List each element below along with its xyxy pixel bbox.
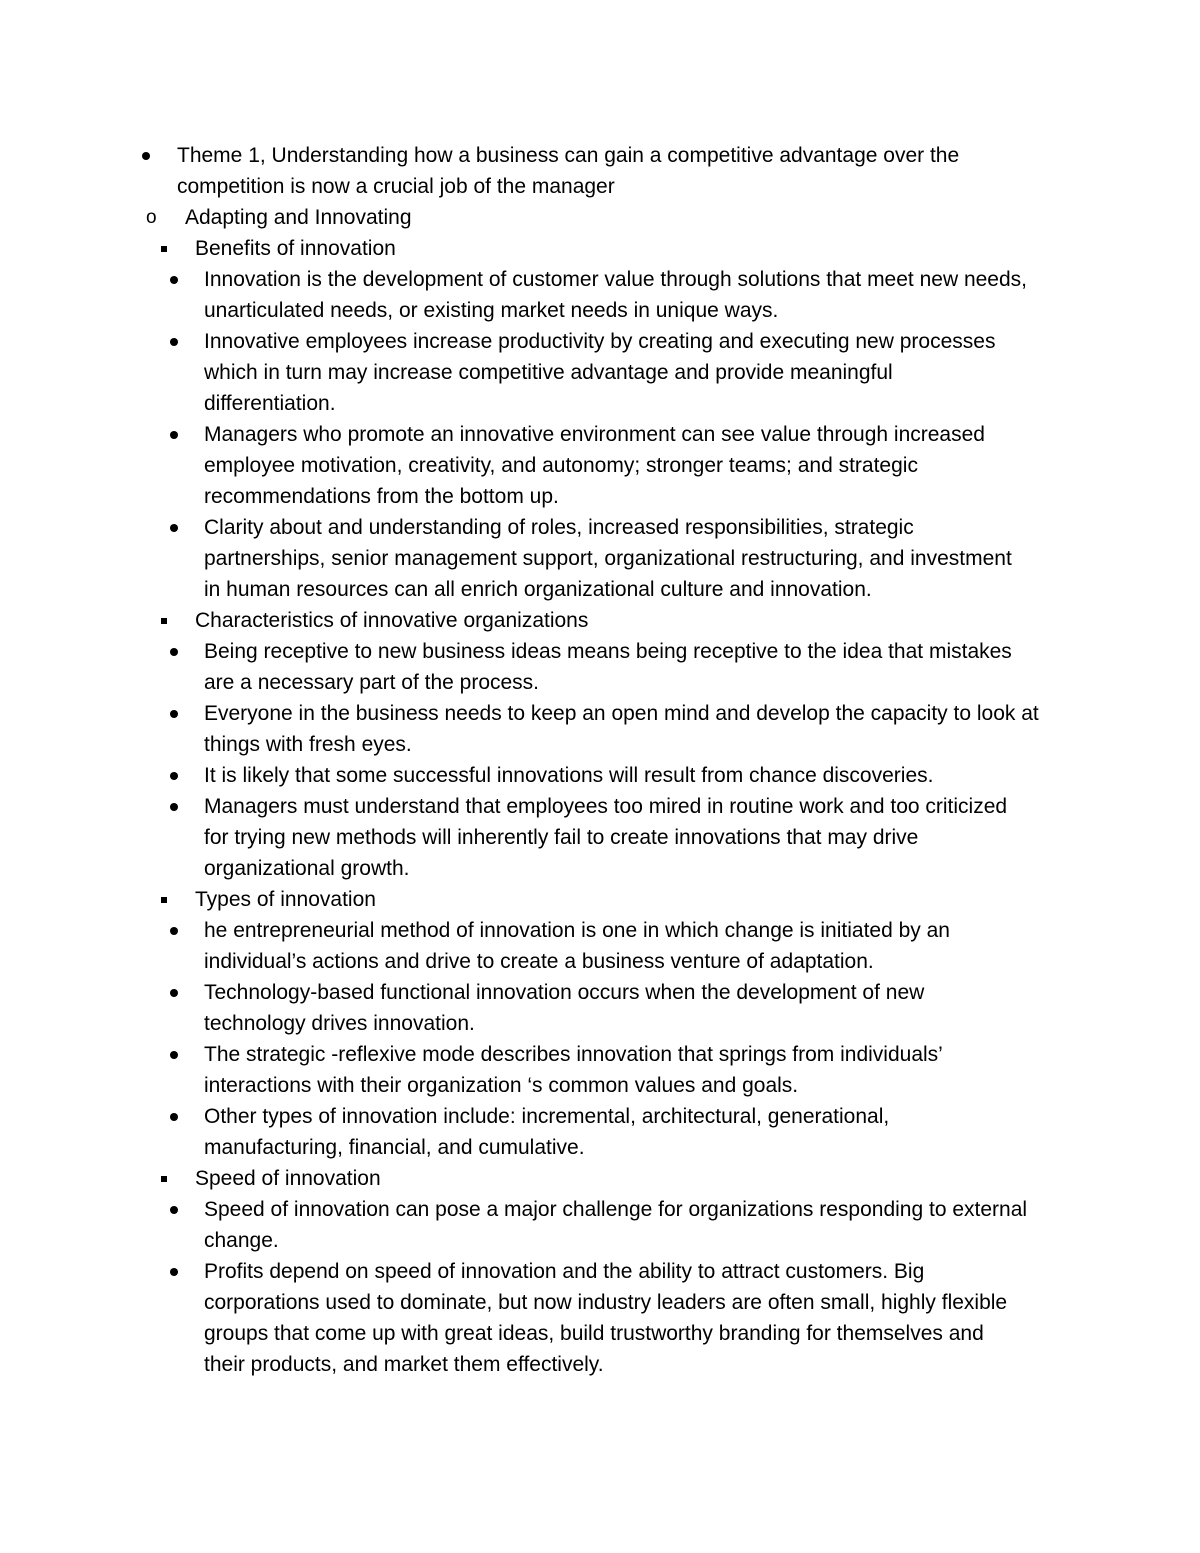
list-item-line: Everyone in the business needs to keep an open mind and develop the capacity to look at <box>204 702 1039 725</box>
list-item-line: things with fresh eyes. <box>204 733 412 756</box>
section-heading: Speed of innovation <box>195 1167 381 1190</box>
list-item-line: Managers must understand that employees too mired in routine work and too criticized <box>204 795 1008 818</box>
theme-line: Theme 1, Understanding how a business can gain a competitive advantage over the <box>177 144 960 167</box>
list-item-line: employee motivation, creativity, and autonomy; stronger teams; and strategic <box>204 454 918 477</box>
list-item-line: Other types of innovation include: incremental, architectural, generational, <box>204 1105 890 1128</box>
list-item-line: individual’s actions and drive to create a business venture of adaptation. <box>204 950 874 973</box>
list-item-line: interactions with their organization ‘s common values and goals. <box>204 1074 799 1097</box>
bullet-square-icon <box>161 618 167 624</box>
list-item <box>0 698 1200 760</box>
list-item-line: are a necessary part of the process. <box>204 671 540 694</box>
list-item-line: organizational growth. <box>204 857 410 880</box>
list-item <box>0 791 1200 884</box>
section-heading-item <box>0 605 1200 636</box>
theme-line: competition is now a crucial job of the manager <box>177 175 615 198</box>
bullet-dot-icon <box>170 276 178 284</box>
list-item-line: change. <box>204 1229 279 1252</box>
bullet-dot-icon <box>170 1206 178 1214</box>
subtopic-title: Adapting and Innovating <box>185 206 412 229</box>
list-item <box>0 977 1200 1039</box>
list-item-line: Being receptive to new business ideas means being receptive to the idea that mistakes <box>204 640 1012 663</box>
list-item-line: groups that come up with great ideas, build trustworthy branding for themselves and <box>204 1322 984 1345</box>
bullet-dot-icon <box>170 1268 178 1276</box>
list-item <box>0 1039 1200 1101</box>
section-heading-item <box>0 1163 1200 1194</box>
bullet-dot-icon <box>170 524 178 532</box>
list-item-line: technology drives innovation. <box>204 1012 475 1035</box>
bullet-square-icon <box>161 246 167 252</box>
list-item-line: recommendations from the bottom up. <box>204 485 559 508</box>
list-item <box>0 1101 1200 1163</box>
list-item-line: differentiation. <box>204 392 336 415</box>
list-item <box>0 760 1200 791</box>
bullet-dot-icon <box>170 927 178 935</box>
bullet-dot-icon <box>170 1051 178 1059</box>
subtopic-item <box>0 202 1200 233</box>
list-item <box>0 915 1200 977</box>
sections <box>0 233 1200 1380</box>
section-heading-item <box>0 233 1200 264</box>
list-item-line: he entrepreneurial method of innovation is one in which change is initiated by an <box>204 919 950 942</box>
list-item <box>0 326 1200 419</box>
list-item-line: Clarity about and understanding of roles, increased responsibilities, strategic <box>204 516 914 539</box>
list-item-line: in human resources can all enrich organizational culture and innovation. <box>204 578 872 601</box>
list-item-line: their products, and market them effectively. <box>204 1353 604 1376</box>
list-item-line: Profits depend on speed of innovation and the ability to attract customers. Big <box>204 1260 925 1283</box>
bullet-dot-icon <box>170 431 178 439</box>
list-item <box>0 264 1200 326</box>
bullet-square-icon <box>161 1176 167 1182</box>
list-item-line: corporations used to dominate, but now industry leaders are often small, highly flexible <box>204 1291 1008 1314</box>
section-heading: Characteristics of innovative organizations <box>195 609 589 632</box>
bullet-dot-icon <box>170 803 178 811</box>
list-item-line: It is likely that some successful innovations will result from chance discoveries. <box>204 764 934 787</box>
bullet-dot-icon <box>170 989 178 997</box>
section-heading: Benefits of innovation <box>195 237 396 260</box>
list-item-line: manufacturing, financial, and cumulative. <box>204 1136 585 1159</box>
outline-list <box>0 140 1200 1380</box>
list-item-line: The strategic -reflexive mode describes innovation that springs from individuals’ <box>204 1043 943 1066</box>
bullet-dot-icon <box>142 152 150 160</box>
section-heading-item <box>0 884 1200 915</box>
bullet-dot-icon <box>170 648 178 656</box>
theme-item <box>0 140 1200 202</box>
list-item-line: for trying new methods will inherently fail to create innovations that may drive <box>204 826 919 849</box>
list-item <box>0 1256 1200 1380</box>
list-item-line: Speed of innovation can pose a major challenge for organizations responding to external <box>204 1198 1028 1221</box>
list-item-line: Managers who promote an innovative environment can see value through increased <box>204 423 985 446</box>
list-item <box>0 512 1200 605</box>
bullet-dot-icon <box>170 338 178 346</box>
list-item-line: Technology-based functional innovation occurs when the development of new <box>204 981 925 1004</box>
list-item-line: Innovative employees increase productivity by creating and executing new processes <box>204 330 996 353</box>
list-item <box>0 1194 1200 1256</box>
bullet-dot-icon <box>170 1113 178 1121</box>
list-item-line: unarticulated needs, or existing market needs in unique ways. <box>204 299 779 322</box>
list-item-line: partnerships, senior management support, organizational restructuring, and investment <box>204 547 1012 570</box>
list-item <box>0 636 1200 698</box>
list-item-line: Innovation is the development of customer value through solutions that meet new needs, <box>204 268 1027 291</box>
bullet-dot-icon <box>170 772 178 780</box>
list-item <box>0 419 1200 512</box>
bullet-square-icon <box>161 897 167 903</box>
bullet-dot-icon <box>170 710 178 718</box>
section-heading: Types of innovation <box>195 888 376 911</box>
list-item-line: which in turn may increase competitive advantage and provide meaningful <box>204 361 893 384</box>
bullet-circle-marker: o <box>146 207 157 228</box>
